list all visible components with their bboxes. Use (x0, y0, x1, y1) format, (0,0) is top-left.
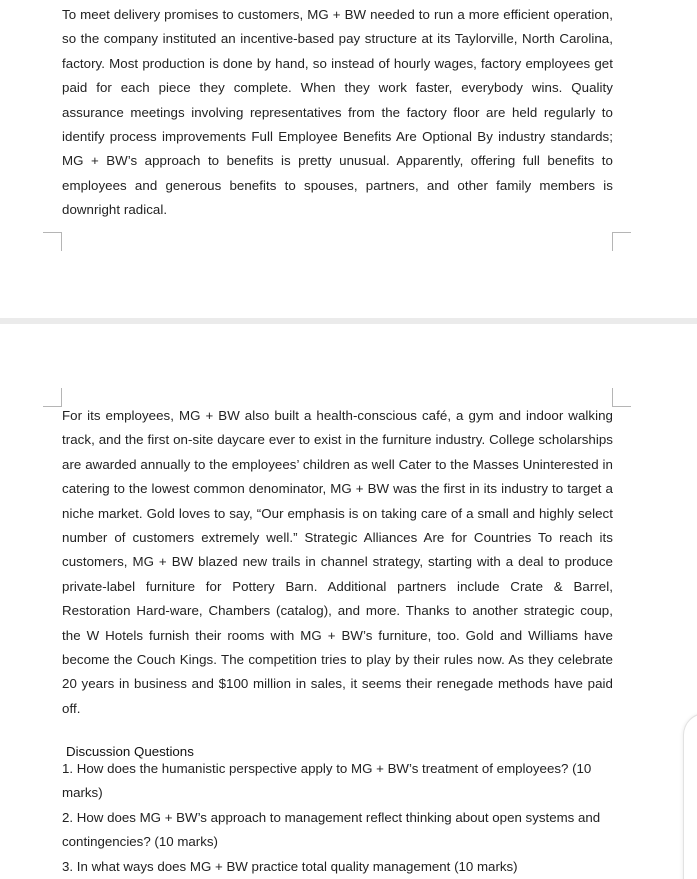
discussion-questions-list (62, 757, 613, 879)
body-paragraph: For its employees, MG + BW also built a health-conscious café, a gym and indoor walking track, and the first on-site daycare ever to exist in the furniture industry. College scholarships are awarded annually to the employees’ children as well Cater to the Masses Uninterested in catering to the lowest common denominator, MG + BW was the first in its industry to target a niche market. Gold loves to say, “Our emphasis is on taking care of a small and highly select number of customers extremely well.” Strategic Alliances Are for Countries To reach its customers, MG + BW blazed new trails in channel strategy, starting with a deal to produce private-label furniture for Pottery Barn. Additional partners include Crate & Barrel, Restoration Hard-ware, Chambers (catalog), and more. Thanks to another strategic coup, the W Hotels furnish their rooms with MG + BW’s furniture, too. Gold and Williams have become the Couch Kings. The competition tries to play by their rules now. As they celebrate 20 years in business and $100 million in sales, it seems their renegade methods have paid off. (62, 408, 613, 716)
crop-mark-top-left (43, 388, 62, 407)
document-page-2 (0, 324, 697, 879)
question-item: 3. In what ways does MG + BW practice total quality management (10 marks) (62, 858, 518, 874)
crop-mark-bottom-left (43, 232, 62, 251)
crop-mark-top-right (612, 388, 631, 407)
question-item: 2. How does MG + BW’s approach to management reflect thinking about open systems and contingencies? (10 marks) (62, 809, 601, 850)
crop-mark-bottom-right (612, 232, 631, 251)
body-paragraph: To meet delivery promises to customers, MG + BW needed to run a more efficient operation, so the company instituted an incentive-based pay structure at its Taylorville, North Carolina, factory. Most production is done by hand, so instead of hourly wages, factory employees get paid for each piece they complete. When they work faster, everybody wins. Quality assurance meetings involving representatives from the factory floor are held regularly to identify process improvements Full Employee Benefits Are Optional By industry standards; MG + BW’s approach to benefits is pretty unusual. Apparently, offering full benefits to employees and generous benefits to spouses, partners, and other family members is downright radical. (62, 7, 613, 218)
document-page-1 (0, 0, 697, 318)
discussion-questions-heading: Discussion Questions (66, 744, 194, 759)
floating-side-panel[interactable] (683, 713, 697, 879)
question-item: 1. How does the humanistic perspective apply to MG + BW’s treatment of employees? (10 marks) (62, 761, 592, 801)
